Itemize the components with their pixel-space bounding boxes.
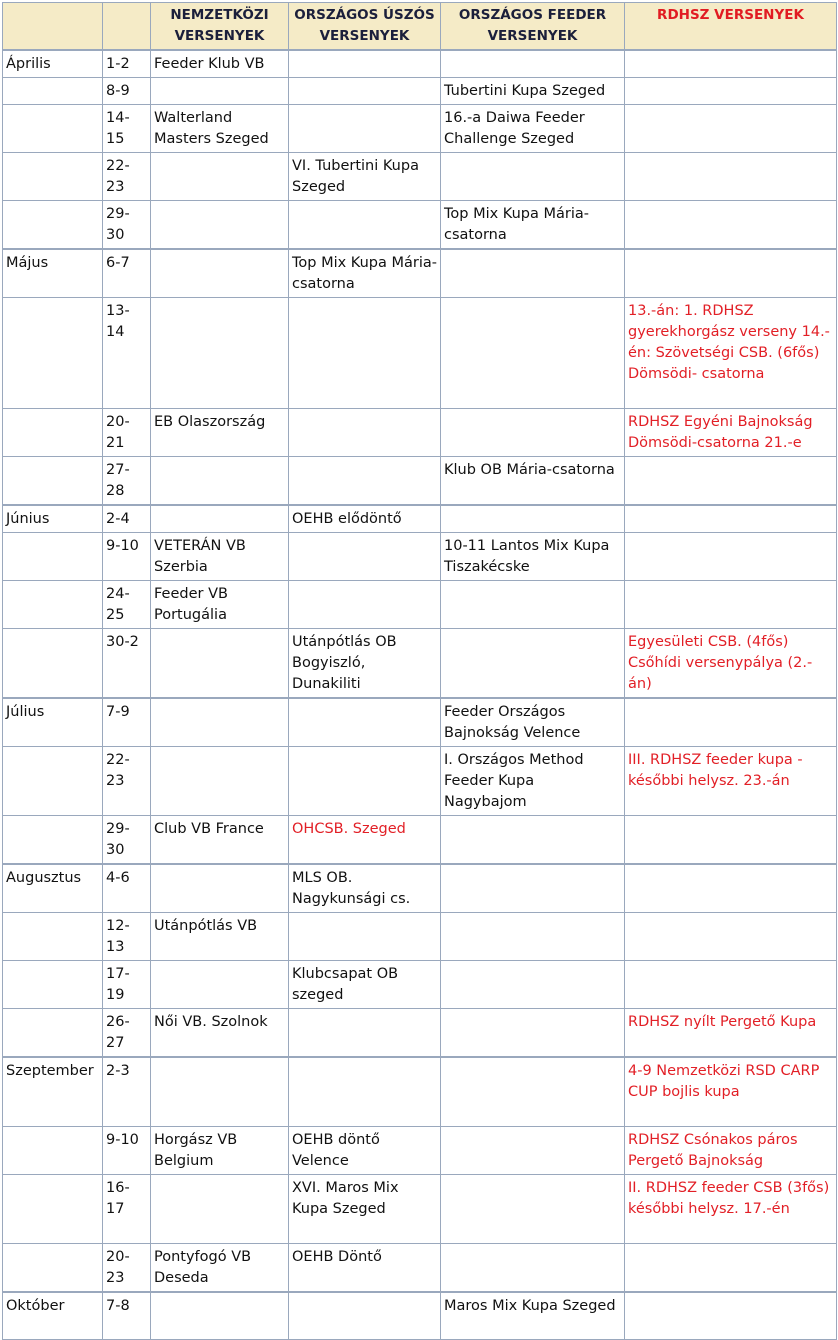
national-feeder-cell: 10-11 Lantos Mix Kupa Tiszakécske bbox=[441, 533, 625, 581]
national-swim-cell bbox=[289, 457, 441, 506]
rdhsz-cell: 13.-án: 1. RDHSZ gyerekhorgász verseny 14.-én: Szövetségi CSB. (6fős) Dömsödi- csatorna bbox=[625, 298, 837, 409]
date-cell: 2-4 bbox=[103, 505, 151, 533]
table-row bbox=[3, 505, 837, 533]
date-cell: 27-28 bbox=[103, 457, 151, 506]
month-cell bbox=[3, 1243, 103, 1292]
rdhsz-cell bbox=[625, 698, 837, 747]
header-national-swim: ORSZÁGOS ÚSZÓS VERSENYEK bbox=[289, 3, 441, 51]
international-cell: VETERÁN VB Szerbia bbox=[151, 533, 289, 581]
national-feeder-cell bbox=[441, 1126, 625, 1174]
national-swim-cell bbox=[289, 298, 441, 409]
table-row bbox=[3, 409, 837, 457]
national-feeder-cell: I. Országos Method Feeder Kupa Nagybajom bbox=[441, 747, 625, 816]
date-cell: 8-9 bbox=[103, 78, 151, 105]
table-row bbox=[3, 864, 837, 913]
national-swim-cell bbox=[289, 1057, 441, 1126]
national-swim-cell bbox=[289, 581, 441, 629]
national-swim-cell bbox=[289, 50, 441, 78]
table-row bbox=[3, 457, 837, 506]
date-cell: 12-13 bbox=[103, 913, 151, 961]
table-row bbox=[3, 298, 837, 409]
rdhsz-cell bbox=[625, 457, 837, 506]
rdhsz-cell bbox=[625, 153, 837, 201]
international-cell: Horgász VB Belgium bbox=[151, 1126, 289, 1174]
month-cell bbox=[3, 201, 103, 250]
national-feeder-cell: Top Mix Kupa Mária-csatorna bbox=[441, 201, 625, 250]
rdhsz-cell bbox=[625, 864, 837, 913]
national-feeder-cell bbox=[441, 1009, 625, 1058]
international-cell bbox=[151, 864, 289, 913]
national-feeder-cell bbox=[441, 249, 625, 298]
table-row bbox=[3, 629, 837, 699]
national-swim-cell bbox=[289, 409, 441, 457]
month-cell: Április bbox=[3, 50, 103, 78]
month-cell bbox=[3, 105, 103, 153]
international-cell: Női VB. Szolnok bbox=[151, 1009, 289, 1058]
international-cell bbox=[151, 961, 289, 1009]
international-cell bbox=[151, 505, 289, 533]
month-cell bbox=[3, 913, 103, 961]
date-cell: 4-6 bbox=[103, 864, 151, 913]
date-cell: 20-23 bbox=[103, 1243, 151, 1292]
date-cell: 14-15 bbox=[103, 105, 151, 153]
month-cell bbox=[3, 298, 103, 409]
rdhsz-cell bbox=[625, 1292, 837, 1340]
rdhsz-cell: RDHSZ nyílt Pergető Kupa bbox=[625, 1009, 837, 1058]
national-feeder-cell bbox=[441, 505, 625, 533]
date-cell: 2-3 bbox=[103, 1057, 151, 1126]
date-cell: 7-9 bbox=[103, 698, 151, 747]
table-row bbox=[3, 1057, 837, 1126]
national-swim-cell: VI. Tubertini Kupa Szeged bbox=[289, 153, 441, 201]
international-cell: Feeder VB Portugália bbox=[151, 581, 289, 629]
international-cell: Club VB France bbox=[151, 816, 289, 865]
month-cell bbox=[3, 533, 103, 581]
date-cell: 7-8 bbox=[103, 1292, 151, 1340]
date-cell: 20-21 bbox=[103, 409, 151, 457]
table-header bbox=[3, 3, 837, 51]
table-row bbox=[3, 816, 837, 865]
table-row bbox=[3, 1174, 837, 1243]
national-swim-cell bbox=[289, 105, 441, 153]
competition-schedule-table bbox=[2, 2, 837, 1340]
table-row bbox=[3, 201, 837, 250]
international-cell: Feeder Klub VB bbox=[151, 50, 289, 78]
month-cell: Augusztus bbox=[3, 864, 103, 913]
table-row bbox=[3, 50, 837, 78]
national-feeder-cell bbox=[441, 153, 625, 201]
date-cell: 29-30 bbox=[103, 816, 151, 865]
table-body bbox=[3, 50, 837, 1340]
header-international: NEMZETKÖZI VERSENYEK bbox=[151, 3, 289, 51]
national-swim-cell bbox=[289, 698, 441, 747]
month-cell: Október bbox=[3, 1292, 103, 1340]
table-row bbox=[3, 153, 837, 201]
table-row bbox=[3, 1243, 837, 1292]
date-cell: 13-14 bbox=[103, 298, 151, 409]
month-cell: Június bbox=[3, 505, 103, 533]
table-row bbox=[3, 1126, 837, 1174]
national-feeder-cell: Tubertini Kupa Szeged bbox=[441, 78, 625, 105]
table-row bbox=[3, 747, 837, 816]
date-cell: 29-30 bbox=[103, 201, 151, 250]
rdhsz-cell bbox=[625, 78, 837, 105]
month-cell bbox=[3, 153, 103, 201]
international-cell bbox=[151, 153, 289, 201]
rdhsz-cell bbox=[625, 1243, 837, 1292]
month-cell bbox=[3, 1174, 103, 1243]
international-cell bbox=[151, 457, 289, 506]
month-cell bbox=[3, 961, 103, 1009]
header-national-feeder: ORSZÁGOS FEEDER VERSENYEK bbox=[441, 3, 625, 51]
national-feeder-cell bbox=[441, 409, 625, 457]
international-cell bbox=[151, 698, 289, 747]
national-swim-cell: OEHB elődöntő bbox=[289, 505, 441, 533]
month-cell bbox=[3, 409, 103, 457]
international-cell: Walterland Masters Szeged bbox=[151, 105, 289, 153]
table-row bbox=[3, 533, 837, 581]
date-cell: 22-23 bbox=[103, 747, 151, 816]
national-swim-cell bbox=[289, 1292, 441, 1340]
international-cell: Pontyfogó VB Deseda bbox=[151, 1243, 289, 1292]
international-cell bbox=[151, 629, 289, 699]
header-row bbox=[3, 3, 837, 51]
header-date bbox=[103, 3, 151, 51]
table-row bbox=[3, 581, 837, 629]
date-cell: 30-2 bbox=[103, 629, 151, 699]
table-row bbox=[3, 961, 837, 1009]
national-feeder-cell bbox=[441, 1057, 625, 1126]
date-cell: 1-2 bbox=[103, 50, 151, 78]
national-feeder-cell bbox=[441, 1243, 625, 1292]
national-feeder-cell bbox=[441, 50, 625, 78]
national-swim-cell: MLS OB. Nagykunsági cs. bbox=[289, 864, 441, 913]
national-feeder-cell bbox=[441, 864, 625, 913]
national-swim-cell bbox=[289, 1009, 441, 1058]
national-swim-cell: OHCSB. Szeged bbox=[289, 816, 441, 865]
international-cell bbox=[151, 298, 289, 409]
rdhsz-cell: III. RDHSZ feeder kupa - későbbi helysz. 23.-án bbox=[625, 747, 837, 816]
international-cell: EB Olaszország bbox=[151, 409, 289, 457]
month-cell bbox=[3, 581, 103, 629]
national-swim-cell: Utánpótlás OB Bogyiszló, Dunakiliti bbox=[289, 629, 441, 699]
national-feeder-cell bbox=[441, 581, 625, 629]
month-cell bbox=[3, 78, 103, 105]
header-rdhsz: RDHSZ VERSENYEK bbox=[625, 3, 837, 51]
national-swim-cell bbox=[289, 78, 441, 105]
rdhsz-cell bbox=[625, 913, 837, 961]
national-feeder-cell: Feeder Országos Bajnokság Velence bbox=[441, 698, 625, 747]
month-cell: Május bbox=[3, 249, 103, 298]
rdhsz-cell: 4-9 Nemzetközi RSD CARP CUP bojlis kupa bbox=[625, 1057, 837, 1126]
month-cell bbox=[3, 1126, 103, 1174]
national-swim-cell: Top Mix Kupa Mária-csatorna bbox=[289, 249, 441, 298]
international-cell bbox=[151, 1174, 289, 1243]
national-feeder-cell bbox=[441, 1174, 625, 1243]
table-row bbox=[3, 105, 837, 153]
national-swim-cell: OEHB Döntő bbox=[289, 1243, 441, 1292]
national-swim-cell bbox=[289, 533, 441, 581]
international-cell bbox=[151, 249, 289, 298]
international-cell bbox=[151, 201, 289, 250]
rdhsz-cell bbox=[625, 816, 837, 865]
national-feeder-cell: Klub OB Mária-csatorna bbox=[441, 457, 625, 506]
international-cell bbox=[151, 78, 289, 105]
date-cell: 9-10 bbox=[103, 1126, 151, 1174]
rdhsz-cell bbox=[625, 505, 837, 533]
rdhsz-cell: Egyesületi CSB. (4fős) Csőhídi versenypálya (2.-án) bbox=[625, 629, 837, 699]
rdhsz-cell: RDHSZ Csónakos páros Pergető Bajnokság bbox=[625, 1126, 837, 1174]
rdhsz-cell bbox=[625, 201, 837, 250]
national-feeder-cell bbox=[441, 816, 625, 865]
month-cell bbox=[3, 816, 103, 865]
national-swim-cell: XVI. Maros Mix Kupa Szeged bbox=[289, 1174, 441, 1243]
rdhsz-cell: II. RDHSZ feeder CSB (3fős) későbbi helysz. 17.-én bbox=[625, 1174, 837, 1243]
national-swim-cell bbox=[289, 747, 441, 816]
international-cell bbox=[151, 1057, 289, 1126]
national-swim-cell: Klubcsapat OB szeged bbox=[289, 961, 441, 1009]
table-row bbox=[3, 1292, 837, 1340]
international-cell bbox=[151, 747, 289, 816]
international-cell: Utánpótlás VB bbox=[151, 913, 289, 961]
national-feeder-cell bbox=[441, 913, 625, 961]
header-month bbox=[3, 3, 103, 51]
table-row bbox=[3, 1009, 837, 1058]
national-feeder-cell bbox=[441, 961, 625, 1009]
national-feeder-cell bbox=[441, 298, 625, 409]
rdhsz-cell bbox=[625, 581, 837, 629]
date-cell: 16-17 bbox=[103, 1174, 151, 1243]
rdhsz-cell bbox=[625, 961, 837, 1009]
month-cell bbox=[3, 629, 103, 699]
date-cell: 26-27 bbox=[103, 1009, 151, 1058]
month-cell bbox=[3, 1009, 103, 1058]
international-cell bbox=[151, 1292, 289, 1340]
month-cell: Július bbox=[3, 698, 103, 747]
rdhsz-cell bbox=[625, 533, 837, 581]
rdhsz-cell: RDHSZ Egyéni Bajnokság Dömsödi-csatorna 21.-e bbox=[625, 409, 837, 457]
national-swim-cell bbox=[289, 201, 441, 250]
national-feeder-cell: Maros Mix Kupa Szeged bbox=[441, 1292, 625, 1340]
table-row bbox=[3, 913, 837, 961]
table-row bbox=[3, 249, 837, 298]
national-feeder-cell bbox=[441, 629, 625, 699]
month-cell: Szeptember bbox=[3, 1057, 103, 1126]
table-row bbox=[3, 698, 837, 747]
date-cell: 6-7 bbox=[103, 249, 151, 298]
month-cell bbox=[3, 747, 103, 816]
month-cell bbox=[3, 457, 103, 506]
date-cell: 24-25 bbox=[103, 581, 151, 629]
rdhsz-cell bbox=[625, 249, 837, 298]
national-feeder-cell: 16.-a Daiwa Feeder Challenge Szeged bbox=[441, 105, 625, 153]
rdhsz-cell bbox=[625, 50, 837, 78]
table-row bbox=[3, 78, 837, 105]
national-swim-cell bbox=[289, 913, 441, 961]
date-cell: 22-23 bbox=[103, 153, 151, 201]
rdhsz-cell bbox=[625, 105, 837, 153]
date-cell: 17-19 bbox=[103, 961, 151, 1009]
date-cell: 9-10 bbox=[103, 533, 151, 581]
national-swim-cell: OEHB döntő Velence bbox=[289, 1126, 441, 1174]
